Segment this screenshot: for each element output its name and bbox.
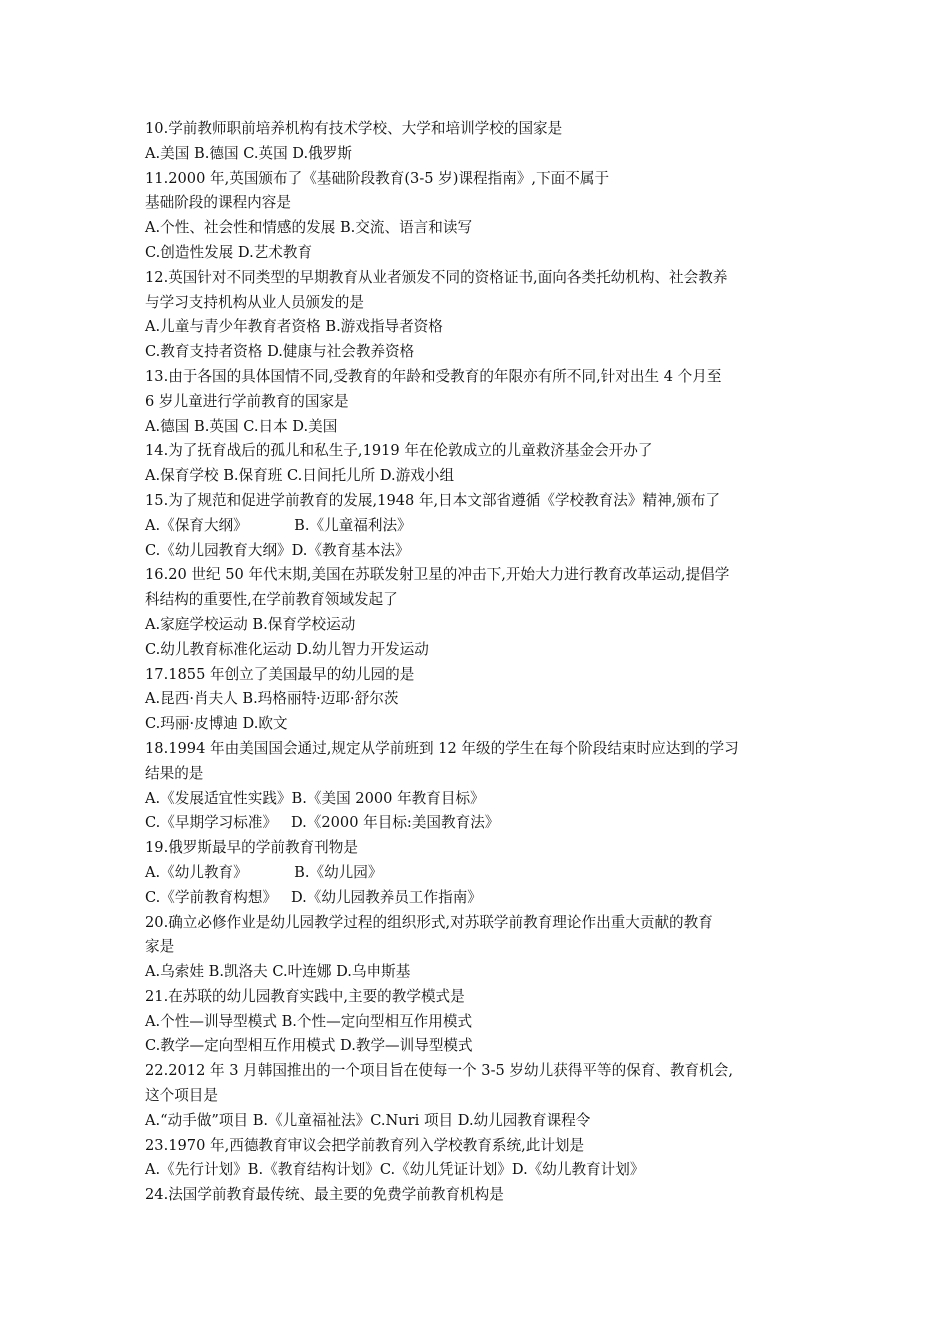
text-line: 15.为了规范和促进学前教育的发展,1948 年,日本文部省遵循《学校教育法》精神,颁布了 xyxy=(145,491,721,509)
text-line: 24.法国学前教育最传统、最主要的免费学前教育机构是 xyxy=(145,1186,504,1204)
text-line: A.“动手做”项目 B.《儿童福祉法》C.Nuri 项目 D.幼儿园教育课程令 xyxy=(145,1111,591,1129)
text-line: 基础阶段的课程内容是 xyxy=(145,194,291,212)
text-line: 13.由于各国的具体国情不同,受教育的年龄和受教育的年限亦有所不同,针对出生 4 个月至 xyxy=(145,367,722,385)
text-line: 结果的是 xyxy=(145,764,204,782)
text-line: C.教学—定向型相互作用模式 D.教学—训导型模式 xyxy=(145,1037,473,1055)
text-line: C.幼儿教育标准化运动 D.幼儿智力开发运动 xyxy=(145,640,429,658)
text-line: A.《先行计划》B.《教育结构计划》C.《幼儿凭证计划》D.《幼儿教育计划》 xyxy=(145,1161,645,1179)
text-line: 14.为了抚育战后的孤儿和私生子,1919 年在伦敦成立的儿童救济基金会开办了 xyxy=(145,442,653,460)
text-line: A.保育学校 B.保育班 C.日间托儿所 D.游戏小组 xyxy=(145,467,455,485)
text-line: A.个性—训导型模式 B.个性—定向型相互作用模式 xyxy=(145,1012,473,1030)
text-line: A.家庭学校运动 B.保育学校运动 xyxy=(145,615,356,633)
text-line: A.儿童与青少年教育者资格 B.游戏指导者资格 xyxy=(145,318,443,336)
text-line: 20.确立必修作业是幼儿园教学过程的组织形式,对苏联学前教育理论作出重大贡献的教育 xyxy=(145,913,713,931)
text-line: 19.俄罗斯最早的学前教育刊物是 xyxy=(145,839,358,857)
text-line: C.《早期学习标准》 D.《2000 年目标:美国教育法》 xyxy=(145,814,500,832)
text-line: A.昆西·肖夫人 B.玛格丽特·迈耶·舒尔茨 xyxy=(145,690,399,708)
text-line: A.《幼儿教育》 B.《幼儿园》 xyxy=(145,863,383,881)
text-line: 10.学前教师职前培养机构有技术学校、大学和培训学校的国家是 xyxy=(145,120,563,137)
text-line: 18.1994 年由美国国会通过,规定从学前班到 12 年级的学生在每个阶段结束时应达到的学习 xyxy=(145,739,739,757)
text-line: C.教育支持者资格 D.健康与社会教养资格 xyxy=(145,343,415,361)
text-line: 21.在苏联的幼儿园教育实践中,主要的教学模式是 xyxy=(145,987,465,1005)
text-line: A.《保育大纲》 B.《儿童福利法》 xyxy=(145,516,412,534)
text-line: 17.1855 年创立了美国最早的幼儿园的是 xyxy=(145,665,415,683)
text-line: C.创造性发展 D.艺术教育 xyxy=(145,243,313,261)
text-line: 16.20 世纪 50 年代末期,美国在苏联发射卫星的冲击下,开始大力进行教育改革运动,提倡学 xyxy=(145,566,730,584)
document-page xyxy=(145,117,815,1208)
text-line: A.德国 B.英国 C.日本 D.美国 xyxy=(145,417,338,435)
text-line: C.玛丽·皮博迪 D.欧文 xyxy=(145,715,288,733)
text-line: 科结构的重要性,在学前教育领域发起了 xyxy=(145,591,398,609)
text-line: A.美国 B.德国 C.英国 D.俄罗斯 xyxy=(145,144,352,162)
text-line: C.《学前教育构想》 D.《幼儿园教养员工作指南》 xyxy=(145,888,482,906)
text-line: A.《发展适宜性实践》B.《美国 2000 年教育目标》 xyxy=(145,789,485,807)
text-line: 这个项目是 xyxy=(145,1087,218,1105)
text-line: 12.英国针对不同类型的早期教育从业者颁发不同的资格证书,面向各类托幼机构、社会教养 xyxy=(145,268,728,286)
text-line: 与学习支持机构从业人员颁发的是 xyxy=(145,293,364,311)
text-line: A.乌索娃 B.凯洛夫 C.叶连娜 D.乌申斯基 xyxy=(145,963,411,981)
text-line: 22.2012 年 3 月韩国推出的一个项目旨在使每一个 3-5 岁幼儿获得平等的保育、教育机会, xyxy=(145,1062,733,1080)
text-line: A.个性、社会性和情感的发展 B.交流、语言和读写 xyxy=(145,219,473,237)
text-line: 家是 xyxy=(145,938,175,956)
text-line: 11.2000 年,英国颁布了《基础阶段教育(3-5 岁)课程指南》,下面不属于 xyxy=(145,169,610,187)
text-line: C.《幼儿园教育大纲》D.《教育基本法》 xyxy=(145,541,410,559)
text-line: 6 岁儿童进行学前教育的国家是 xyxy=(145,392,349,410)
text-line: 23.1970 年,西德教育审议会把学前教育列入学校教育系统,此计划是 xyxy=(145,1136,585,1154)
